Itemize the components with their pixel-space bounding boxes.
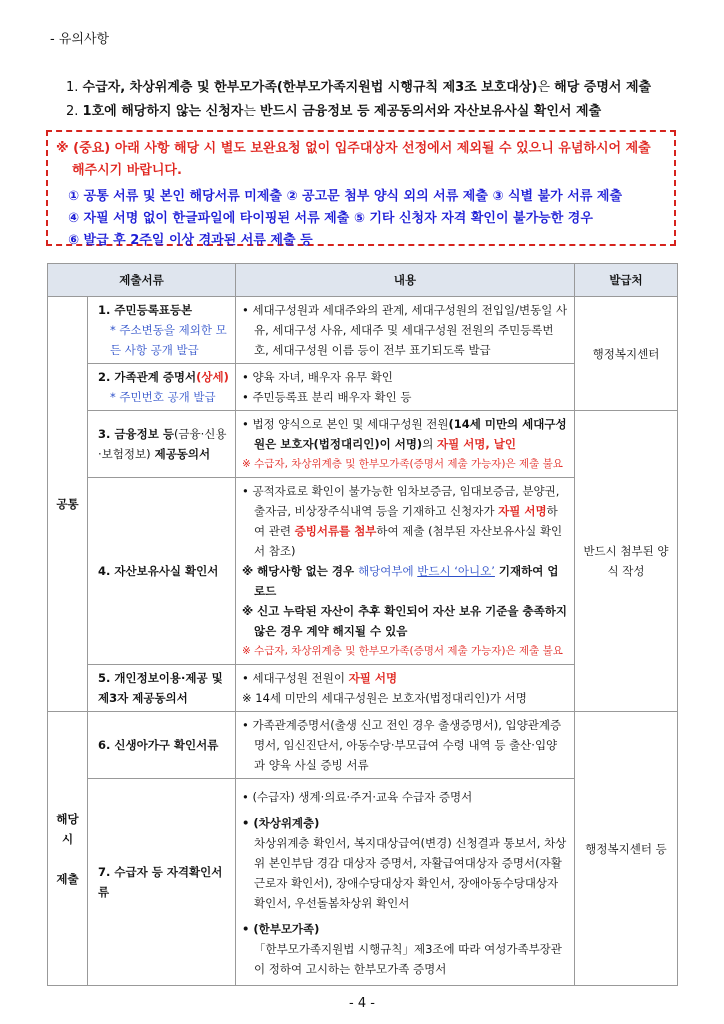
warning-line-1: ※ (중요) 아래 사항 해당 시 별도 보완요청 없이 입주대상자 선정에서 제외될 수 있으니 유념하시어 제출 [56,141,651,156]
content-family-relation: • 양육 자녀, 배우자 유무 확인 • 주민등록표 분리 배우자 확인 등 [236,364,575,411]
warning-items-3: ⑥ 발급 후 2주일 이상 경과된 서류 제출 등 [68,233,313,248]
header-documents: 제출서류 [48,264,236,297]
table-row [48,712,678,779]
warning-line-2: 해주시기 바랍니다. [72,163,182,178]
doc-newborn: 6. 신생아가구 확인서류 [88,712,236,779]
notes-heading: - 유의사항 [50,32,110,47]
doc-resident-register: 1. 주민등록표등본 * 주소변동을 제외한 모든 사항 공개 발급 [88,297,236,364]
table-header-row [48,264,678,297]
doc-eligibility: 7. 수급자 등 자격확인서류 [88,779,236,986]
table-row [48,297,678,364]
table-row [48,411,678,478]
warning-items-1: ① 공통 서류 및 본인 해당서류 미제출 ② 공고문 첨부 양식 외의 서류 제출 ③ 식별 불가 서류 제출 [68,189,623,204]
issuer-attached-form: 반드시 첨부된 양식 작성 [575,411,678,712]
note-item-1: 1. 수급자, 차상위계층 및 한부모가족(한부모가족지원법 시행규칙 제3조 보호대상)은 해당 증명서 제출 [66,80,652,95]
page-number: - 4 - [349,996,375,1011]
note-item-2: 2. 1호에 해당하지 않는 신청자는 반드시 금융정보 등 제공동의서와 자산보유사실 확인서 제출 [66,104,602,119]
category-applicable: 해당 시 제출 [48,712,88,986]
documents-table [47,263,678,986]
content-resident-register: • 세대구성원과 세대주와의 관계, 세대구성원의 전입일/변동일 사유, 세대구성 사유, 세대주 및 세대구성원 전원의 주민등록번호, 세대구성원 이름 등이 전부 표기되도록 발급 [236,297,575,364]
header-issuer: 발급처 [575,264,678,297]
notes-list [66,76,651,124]
content-eligibility: • (수급자) 생계·의료·주거·교육 수급자 증명서 • (차상위계층) 차상위계층 확인서, 복지대상급여(변경) 신청결과 통보서, 차상위 본인부담 경감 대상자 증명서, 자활급여대상자 증명서(자활근로자 확인서), 장애수당대상자 확인서, 장애아동수당대상자 확인서, 우선돌봄차상위 확인서 • (한부모가족) 「한부모가족지원법 시행규칙」제3조에 따라 여성가족부장관이 정하여 고시하는 한부모가족 증명서 [236,779,575,986]
content-newborn: • 가족관계증명서(출생 신고 전인 경우 출생증명서), 입양관계증명서, 임신진단서, 아동수당·부모급여 수령 내역 등 출산·입양과 양육 사실 증빙 서류 [236,712,575,779]
doc-asset-confirmation: 4. 자산보유사실 확인서 [88,478,236,665]
issuer-admin-center-etc: 행정복지센터 등 [575,712,678,986]
doc-privacy-consent: 5. 개인정보이용·제공 및 제3자 제공동의서 [88,665,236,712]
content-privacy-consent: • 세대구성원 전원이 자필 서명 ※ 14세 미만의 세대구성원은 보호자(법정대리인)가 서명 [236,665,575,712]
doc-financial-consent: 3. 금융정보 등(금융·신용·보험정보) 제공동의서 [88,411,236,478]
content-asset-confirmation: • 공적자료로 확인이 불가능한 임차보증금, 임대보증금, 분양권, 출자금, 비상장주식내역 등을 기재하고 신청자가 자필 서명하여 관련 증빙서류를 첨부하여 제출 (첨부된 자산보유사실 확인서 참조) ※ 해당사항 없는 경우 해당여부에 반드시 ‘아니오’ 기재하여 업로드 ※ 신고 누락된 자산이 추후 확인되어 자산 보유 기준을 충족하지 않은 경우 계약 해지될 수 있음 ※ 수급자, 차상위계층 및 한부모가족(증명서 제출 가능자)은 제출 불요 [236,478,575,665]
content-financial-consent: • 법정 양식으로 본인 및 세대구성원 전원(14세 미만의 세대구성원은 보호자(법정대리인)이 서명)의 자필 서명, 날인 ※ 수급자, 차상위계층 및 한부모가족(증명서 제출 가능자)은 제출 불요 [236,411,575,478]
warning-box [46,130,676,246]
doc-family-relation: 2. 가족관계 증명서(상세) * 주민번호 공개 발급 [88,364,236,411]
issuer-admin-center: 행정복지센터 [575,297,678,411]
header-content: 내용 [236,264,575,297]
category-common: 공통 [48,297,88,712]
warning-items-2: ④ 자필 서명 없이 한글파일에 타이핑된 서류 제출 ⑤ 기타 신청자 자격 확인이 불가능한 경우 [68,211,593,226]
